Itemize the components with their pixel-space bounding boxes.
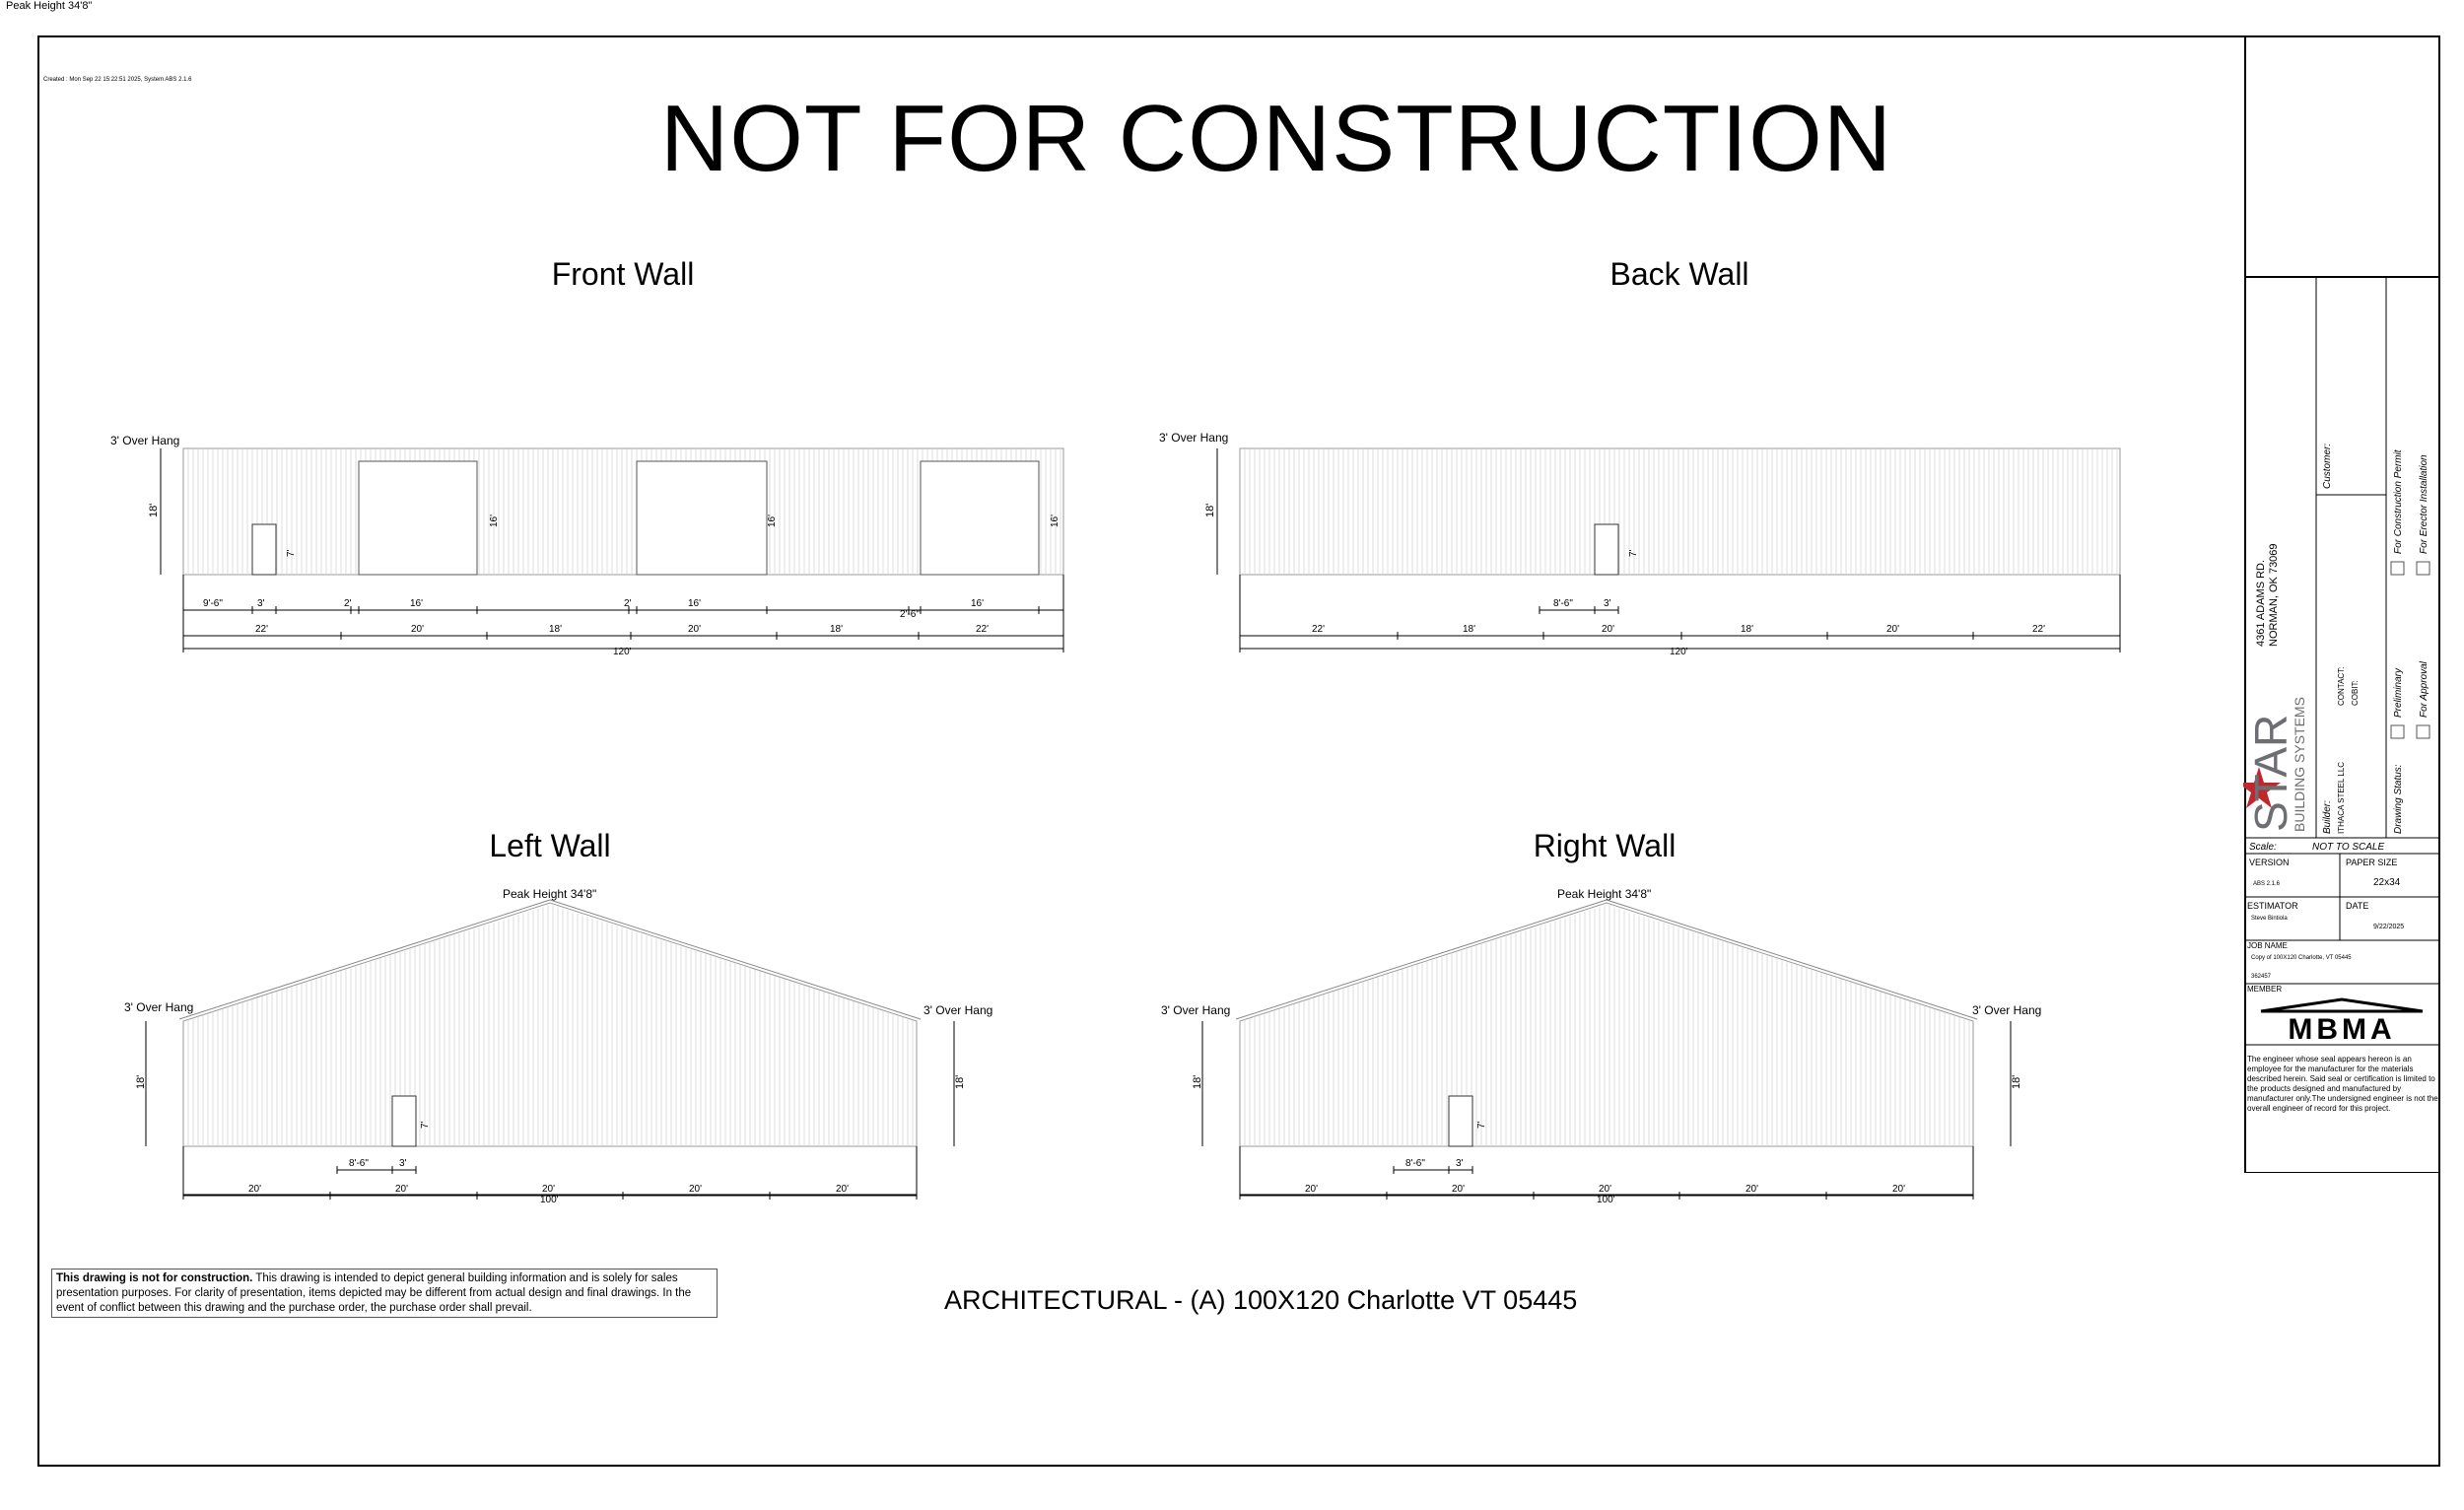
left-wall-elevation bbox=[0, 867, 1124, 1222]
back-bay-4: 18' bbox=[1741, 624, 1754, 635]
left-wall-outline bbox=[183, 903, 917, 1146]
front-overhang-label: 3' Over Hang bbox=[110, 434, 180, 447]
front-total: 120' bbox=[613, 647, 632, 657]
tb-status-preliminary: Preliminary bbox=[2393, 667, 2404, 718]
front-dim-detail-6: 16' bbox=[688, 598, 702, 609]
tb-version-value: ABS 2.1.6 bbox=[2253, 881, 2281, 887]
mbma-logo bbox=[2261, 999, 2423, 1046]
checkbox-construction-permit[interactable] bbox=[2391, 562, 2404, 575]
tb-paper-label: PAPER SIZE bbox=[2346, 858, 2398, 867]
tb-engineer-note: The engineer whose seal appears hereon is an employee for the manufacturer for the materials described herein. Said seal or certification is limited to the products designed and manufactured by manufacturer only.The undersigned engineer is not the overall engineer of record for this project. bbox=[2247, 1055, 2438, 1113]
right-wall-title: Right Wall bbox=[1533, 828, 1677, 863]
tb-customer-label: Customer: bbox=[2322, 443, 2333, 489]
right-bay-2: 20' bbox=[1452, 1184, 1466, 1195]
front-overhead-door-3 bbox=[921, 461, 1039, 575]
checkbox-preliminary[interactable] bbox=[2391, 725, 2404, 738]
created-stamp: Created : Mon Sep 22 15:22:51 2025, System ABS 2.1.6 bbox=[43, 77, 192, 83]
front-bay-3: 18' bbox=[549, 624, 563, 635]
front-dim-detail-1: 9'-6" bbox=[203, 598, 223, 609]
right-height-label-right: 18' bbox=[2011, 1074, 2022, 1089]
left-bay-2: 20' bbox=[395, 1184, 409, 1195]
tb-scale-label: Scale: bbox=[2249, 842, 2277, 853]
left-peak-label: Peak Height 34'8" bbox=[503, 887, 597, 901]
front-overhead-door-2 bbox=[637, 461, 767, 575]
front-bay-6: 22' bbox=[976, 624, 990, 635]
tb-job-label: JOB NAME bbox=[2247, 941, 2288, 950]
left-wall-title: Left Wall bbox=[489, 828, 611, 863]
back-walk-door bbox=[1595, 524, 1618, 575]
right-overhang-right: 3' Over Hang bbox=[1972, 1003, 2042, 1017]
back-bay-2: 18' bbox=[1463, 624, 1476, 635]
title-block bbox=[2243, 35, 2440, 1173]
right-roof-edge bbox=[1236, 900, 1607, 1019]
left-wall-panel-ribs bbox=[188, 906, 913, 1146]
tb-member-label: MEMBER bbox=[2247, 985, 2283, 994]
tb-estimator-value: Steve Bintiola bbox=[2251, 916, 2288, 922]
architectural-title: ARCHITECTURAL - (A) 100X120 Charlotte VT 05445 bbox=[944, 1285, 1578, 1315]
tb-paper-value: 22x34 bbox=[2373, 877, 2401, 888]
right-bay-1: 20' bbox=[1305, 1184, 1319, 1195]
front-height-label: 18' bbox=[148, 503, 160, 517]
disclaimer-text: This drawing is intended to depict general building information and is solely for sales presentation purposes. For clarity of presentation, items depicted may be different from actual design and final drawings. In the event of conflict between this drawing and the purchase order, the purchase order shall prevail. bbox=[56, 1272, 692, 1314]
star-logo bbox=[2243, 697, 2307, 832]
tb-cobit-label: COBIT: bbox=[2351, 680, 2360, 706]
back-wall-elevation bbox=[1124, 0, 2247, 690]
front-bay-1: 22' bbox=[255, 624, 269, 635]
front-dim-detail-7: 2'-6" bbox=[900, 609, 920, 620]
right-bay-4: 20' bbox=[1745, 1184, 1759, 1195]
front-walk-door bbox=[252, 524, 276, 575]
back-overhang-label: 3' Over Hang bbox=[1159, 431, 1229, 445]
right-walk-door bbox=[1449, 1096, 1472, 1146]
back-total: 120' bbox=[1670, 647, 1688, 657]
front-opening-height-2: 16' bbox=[767, 514, 778, 527]
left-total: 100' bbox=[540, 1195, 559, 1205]
tb-contact-label: CONTACT: bbox=[2337, 666, 2346, 706]
left-bay-5: 20' bbox=[836, 1184, 850, 1195]
tb-status-erector: For Erector Installation bbox=[2419, 454, 2430, 554]
left-overhang-left: 3' Over Hang bbox=[124, 1000, 194, 1014]
tb-address-2: NORMAN, OK 73069 bbox=[2268, 543, 2280, 647]
tb-logo-text: STAR bbox=[2245, 714, 2296, 832]
back-bay-3: 20' bbox=[1602, 624, 1615, 635]
front-bay-5: 18' bbox=[830, 624, 844, 635]
right-height-label: 18' bbox=[1192, 1074, 1203, 1089]
tb-status-approval: For Approval bbox=[2419, 661, 2430, 718]
top-note: Peak Height 34'8" bbox=[6, 0, 93, 12]
back-wall-title: Back Wall bbox=[1609, 256, 1749, 292]
front-opening-height-3: 16' bbox=[1050, 514, 1061, 527]
left-door-height-label: 7' bbox=[420, 1121, 431, 1129]
front-bay-2: 20' bbox=[411, 624, 425, 635]
tb-status-label: Drawing Status: bbox=[2393, 764, 2404, 834]
front-wall-elevation bbox=[0, 0, 1124, 690]
left-bay-1: 20' bbox=[248, 1184, 262, 1195]
tb-date-label: DATE bbox=[2346, 901, 2369, 911]
left-roof-edge bbox=[179, 900, 550, 1019]
back-wall-panel-ribs bbox=[1245, 448, 2117, 575]
front-wall-title: Front Wall bbox=[551, 256, 695, 292]
checkbox-erector-installation[interactable] bbox=[2417, 562, 2430, 575]
left-dim-detail-2: 3' bbox=[399, 1158, 407, 1169]
front-dim-detail-3: 2' bbox=[344, 598, 352, 609]
front-dimension-lines bbox=[183, 575, 1063, 652]
right-wall-outline bbox=[1240, 903, 1973, 1146]
left-dim-detail-1: 8'-6" bbox=[349, 1158, 369, 1169]
tb-logo-sub: BUILDING SYSTEMS bbox=[2292, 697, 2307, 832]
back-dim-detail-1: 8'-6" bbox=[1553, 598, 1573, 609]
back-door-height-label: 7' bbox=[1628, 549, 1639, 557]
front-dim-detail-8: 16' bbox=[971, 598, 985, 609]
front-bay-4: 20' bbox=[688, 624, 702, 635]
right-dim-detail-2: 3' bbox=[1456, 1158, 1464, 1169]
tb-builder-label: Builder: bbox=[2322, 800, 2333, 834]
tb-job-number: 362457 bbox=[2251, 974, 2272, 980]
right-wall-panel-ribs bbox=[1245, 906, 1969, 1146]
right-dim-detail-1: 8'-6" bbox=[1405, 1158, 1425, 1169]
right-total: 100' bbox=[1597, 1195, 1615, 1205]
right-peak-label: Peak Height 34'8" bbox=[1557, 887, 1652, 901]
front-dim-detail-2: 3' bbox=[257, 598, 265, 609]
tb-status-permit: For Construction Permit bbox=[2393, 449, 2404, 554]
tb-estimator-label: ESTIMATOR bbox=[2247, 901, 2298, 911]
back-wall-outline bbox=[1240, 448, 2120, 575]
main-title: NOT FOR CONSTRUCTION bbox=[659, 86, 1893, 191]
mbma-roof-icon bbox=[2261, 999, 2423, 1011]
back-bay-5: 20' bbox=[1886, 624, 1900, 635]
tb-address-1: 4361 ADAMS RD. bbox=[2255, 559, 2267, 647]
tb-version-label: VERSION bbox=[2249, 858, 2290, 867]
disclaimer-bold: This drawing is not for construction. bbox=[56, 1272, 253, 1284]
left-walk-door bbox=[392, 1096, 416, 1146]
disclaimer-box bbox=[51, 1269, 718, 1318]
tb-job-value: Copy of 100X120 Charlotte, VT 05445 bbox=[2251, 955, 2352, 961]
tb-mbma: MBMA bbox=[2288, 1013, 2396, 1046]
back-height-label: 18' bbox=[1204, 503, 1216, 517]
right-overhang-left: 3' Over Hang bbox=[1161, 1003, 1231, 1017]
tb-builder-name: ITHACA STEEL LLC bbox=[2337, 761, 2346, 834]
left-height-label: 18' bbox=[135, 1074, 147, 1089]
right-door-height-label: 7' bbox=[1476, 1121, 1487, 1129]
left-overhang-right: 3' Over Hang bbox=[924, 1003, 993, 1017]
front-dim-detail-4: 16' bbox=[410, 598, 424, 609]
back-dimension-lines bbox=[1240, 575, 2120, 652]
tb-date-value: 9/22/2025 bbox=[2373, 924, 2405, 930]
tb-scale-value: NOT TO SCALE bbox=[2312, 842, 2385, 853]
left-bay-3: 20' bbox=[542, 1184, 556, 1195]
right-wall-elevation bbox=[1124, 867, 2247, 1222]
left-bay-4: 20' bbox=[689, 1184, 703, 1195]
back-dim-detail-2: 3' bbox=[1604, 598, 1611, 609]
front-opening-height-1: 16' bbox=[489, 514, 500, 527]
front-overhead-door-1 bbox=[359, 461, 477, 575]
front-dim-detail-5: 2' bbox=[624, 598, 632, 609]
back-bay-6: 22' bbox=[2032, 624, 2046, 635]
left-height-label-right: 18' bbox=[954, 1074, 966, 1089]
right-bay-5: 20' bbox=[1892, 1184, 1906, 1195]
front-door-height-label: 7' bbox=[286, 549, 297, 557]
right-bay-3: 20' bbox=[1599, 1184, 1612, 1195]
back-bay-1: 22' bbox=[1312, 624, 1326, 635]
checkbox-for-approval[interactable] bbox=[2417, 725, 2430, 738]
